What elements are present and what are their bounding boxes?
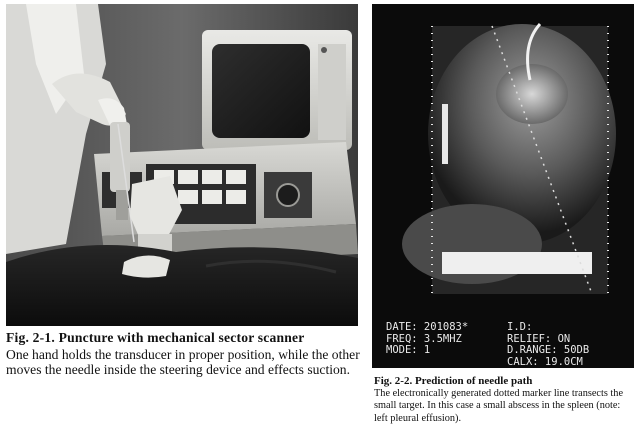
ultrasound-readout-right [507,322,589,368]
figure-2-caption-title: Fig. 2-2. Prediction of needle path [374,375,533,387]
readout-mode: MODE: 1 [386,344,431,356]
figure-2-caption [374,375,636,425]
figure-1-caption-title: Fig. 2-1. Puncture with mechanical sector scanner [6,330,305,345]
figure-2-caption-body: The electronically generated dotted marker line transects the small target. In this case a small abscess in the spleen (note: left pleural effusion). [374,387,624,424]
ultrasound-image [372,4,634,368]
readout-range: D.RANGE: 50DB [507,344,590,356]
readout-calx: CALX: 19.0CM [507,355,583,368]
figure-1-caption-body: One hand holds the transducer in proper position, while the other moves the needle inside the steering device and effects suction. [6,346,360,377]
photo-ultrasound-needle-path [372,4,634,368]
readout-date: DATE: 201083* [386,321,469,333]
ultrasound-readout-left [386,322,468,357]
photo-puncture-scanner [6,4,358,326]
figure-1-caption [6,330,366,378]
readout-freq: FREQ: 3.5MHZ [386,332,462,345]
readout-id: I.D: [507,321,533,333]
readout-relief: RELIEF: ON [507,332,571,345]
photo-puncture-illustration [6,4,358,326]
